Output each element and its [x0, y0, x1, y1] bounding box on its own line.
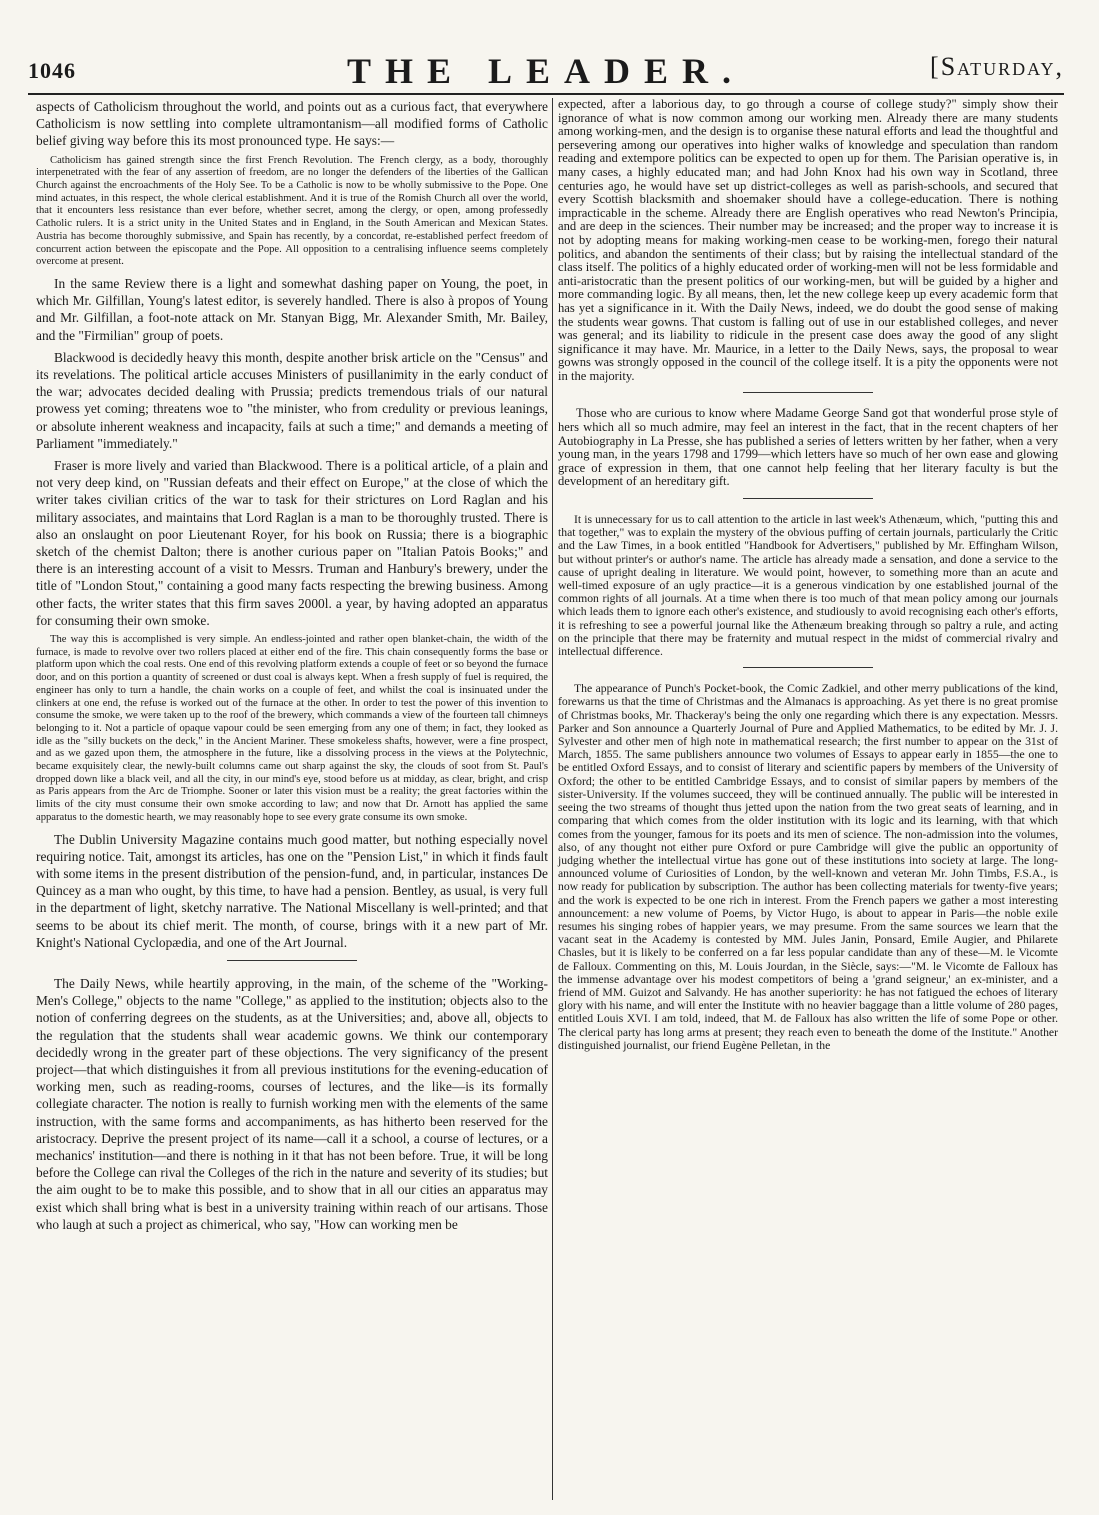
paragraph-working-men: expected, after a laborious day, to go through a course of college study?" simply show their ignorance of what is now common among our working men. Already there are many students among working-men, and the design is to organise these natural efforts and lead the thoughtful and persevering among our operatives into higher walks of knowledge and speculation than random reading and extempore politics can be expected to open up for them. The Parisian operative is, in many cases, a highly educated man; and had John Knox had his own way in Scotland, three centuries ago, he would have set up district-colleges as well as parish-schools, and secured that every Scottish blacksmith and shoemaker should have a college-education. There is nothing impracticable in the scheme. Already there are English operatives who read Newton's Principia, and are deep in the sciences. Their number may be increased; and the proper way to increase it is not by adopting means for making working-men cease to be working-men, forego their natural politics, and abandon the sentiments of their class; but by raising the intellectual standard of the class itself. The politics of a highly educated order of working-men will not be less formidable and anti-aristocratic than the present politics of our working-men, but will be guided by a higher and more commanding logic. By all means, then, let the new college keep up every academic form that has yet a significance in it. With the Daily News, indeed, we do doubt the good sense of making the students wear gowns. That custom is falling out of use in our established colleges, and never was general; and its liability to ridicule in the present case does away the good of any slight significance it may have. Mr. Maurice, in a letter to the Daily News, says, the proposal to wear gowns was strongly opposed in the council of the college itself. It is a pity the opponents were not in the majority. [558, 97, 1058, 383]
section-divider [227, 960, 357, 961]
section-divider [743, 667, 873, 668]
newspaper-title: THE LEADER. [346, 51, 746, 91]
section-divider [743, 498, 873, 499]
masthead-rule [28, 93, 1064, 95]
paragraph-athenaeum: It is unnecessary for us to call attention to the article in last week's Athenæum, which, "putting this and that together," was to explain the mystery of the obvious puffing of certain journals, particularly the Critic and the Law Times, in a book entitled "Handbook for Advertisers," published by Mr. Effingham Wilson, but without printer's or author's name. The article has already made a sensation, and done a service to the cause of upright dealing in literature. We would point, however, to something more than an acute and well-timed exposure of an ugly practice—it is a generous vindication by one established journal of the common rights of all journals. At a time when there is too much of that mean policy among our journals which leads them to ignore each other's existence, and studiously to avoid recognising each other's efforts, it is refreshing to see a powerful journal like the Athenæum breaking through so paltry a rule, and acting on the principle that there may be fraternity and mutual respect in the midst of commercial rivalry and intellectual difference. [558, 513, 1058, 659]
quote-brewery: The way this is accomplished is very simple. An endless-jointed and rather open blanket-chain, the width of the furnace, is made to revolve over two rollers placed at either end of the fire. This chain consequently forms the base or platform upon which the coal rests. One end of this revolving platform extends a couple of feet or so beyond the furnace door, and on this portion a quantity of screened or dust coal is always kept. When a fresh supply of fuel is required, the engineer has only to turn a handle, the chain works on a couple of feet, and whilst the coal is insinuated under the clinkers at one end, the refuse is worked out of the furnace at the other. In order to test the power of this invention to consume the smoke, we were taken up to the roof of the brewery, which commands a view of the fourteen tall chimneys belonging to it. Not a particle of opaque vapour could be seen emerging from any one of them; in fact, they looked as idle as the "silly buckets on the deck," in the Ancient Mariner. These smokeless shafts, however, were a fine prospect, and as we gazed upon them, the atmosphere in the future, like a dissolving process in the views at the Polytechnic, became exquisitely clear, the newly-built columns came out sharp against the sky, the clouds of soot from St. Paul's dropped down like a black veil, and all the city, in our mind's eye, stood before us at midday, as clear, bright, and crisp as Paris appears from the Arc de Triomphe. Sooner or later this vision must be a reality; the great factories within the limits of the city must consume their own smoke according to law; and now that Dr. Arnott has applied the same apparatus to the domestic hearth, we may reasonably hope to see every grate consume its own smoke. [36, 634, 548, 823]
paragraph-publications: The appearance of Punch's Pocket-book, the Comic Zadkiel, and other merry publications of the kind, forewarns us that the time of Christmas and the Almanacs is approaching. As yet there is no great promise of Christmas books, Mr. Thackeray's being the only one regarding which there is any expectation. Messrs. Parker and Son announce a Quarterly Journal of Pure and Applied Mathematics, to be edited by Mr. J. J. Sylvester and other men of high note in mathematical research; the first number to appear on the 31st of March, 1855. The same publishers announce two volumes of Essays to appear early in 1855—the one to be entitled Oxford Essays, and to consist of literary and scientific papers by members of the University of Oxford; the other to be entitled Cambridge Essays, and to consist of similar papers by members of the sister-University. If the volumes succeed, they will be continued annually. The public will be interested in seeing the two streams of thought thus jetted upon the nation from the two great seats of learning, and in comparing that which comes from the older institution with its logic and its learning, with that which comes from the younger, famous for its poets and its men of science. The non-admission into the volumes, also, of any thought not either pure Oxford or pure Cambridge will give the public an opportunity of judging whether the intellectual virtue has gone out of these institutions into society at large. The long-announced volume of Curiosities of London, by the well-known and veteran Mr. John Timbs, F.S.A., is now ready for publication by subscription. The author has been collecting materials for twenty-five years; and the work is expected to be one rich in interest. From the French papers we gather a most interesting announcement: a new volume of Poems, by Victor Hugo, is about to appear in Paris—the noble exile resumes his singing robes of happier years, we may presume. From the same sources we learn that the vacant seat in the Academy is contested by MM. Jules Janin, Ponsard, Emile Augier, and Philarete Chasles, but it is likely to be conferred on a far less popular candidate than any of these—M. le Vicomte de Falloux. Commenting on this, M. Louis Jourdan, in the Siècle, says:—"M. le Vicomte de Falloux has the immense advantage over his modest competitors of being a 'grand seigneur,' an ex-minister, and a friend of MM. Guizot and Salvandy. He has another superiority: he has not fatigued the echoes of literary glory with his name, and will enter the Institute with no heavier baggage than a little volume of 280 pages, entitled Louis XVI. I am told, indeed, that M. de Falloux has also written the life of some Pope or other. The clerical party has long arms at present; they reach even to beneath the dome of the Institute." Another distinguished journalist, our friend Eugène Pelletan, in the [558, 682, 1058, 1052]
paragraph-fraser: Fraser is more lively and varied than Blackwood. There is a political article, of a plain and not very deep kind, on "Russian defeats and their effect on Europe," at the close of which the writer takes civilian critics of the war to task for their strictures on Lord Raglan and his military associates, and maintains that Lord Raglan is a man to be thoroughly trusted. There is also an onslaught on poor Lieutenant Royer, for his book on Russia; there is a biographic sketch of the chemist Dalton; there is another curious paper on "Italian Patois Books;" and there is an interesting account of a visit to Messrs. Truman and Hanbury's brewery, under the title of "London Stout," containing a good many facts respecting the brewing business. Among other facts, the writer states that this firm saves 2000l. a year, by having adopted an apparatus for consuming their own smoke. [36, 457, 548, 628]
paragraph-catholicism: aspects of Catholicism throughout the world, and points out as a curious fact, that everywhere Catholicism is now settling into complete ultramontanism—all modified forms of Catholic belief giving way before this its most pronounced type. He says:— [36, 99, 548, 149]
paragraph-dublin-magazine: The Dublin University Magazine contains much good matter, but nothing especially novel requiring notice. Tait, amongst its articles, has one on the "Pension List," in which it finds fault with some items in the present distribution of the pension-fund, and, in particular, instances De Quincey as a man who ought, by this time, to have had a pension. Bentley, as usual, is very full in the department of light, sketchy narrative. The National Miscellany is well-printed; and that seems to be about its chief merit. The month, of course, brings with it a new part of Mr. Knight's National Cyclopædia, and one of the Art Journal. [36, 831, 548, 950]
paragraph-young: In the same Review there is a light and somewhat dashing paper on Young, the poet, in which Mr. Gilfillan, Young's latest editor, is severely handled. There is also à propos of Young and Mr. Gilfillan, a foot-note attack on Mr. Stanyan Bigg, Mr. Alexander Smith, Mr. Bailey, and the "Firmilian" group of poets. [36, 275, 548, 343]
paragraph-blackwood: Blackwood is decidedly heavy this month, despite another brisk article on the "Census" and its revelations. The political article accuses Ministers of pusillanimity in the early conduct of the war; advocates decided dealing with Prussia; predicts tremendous trials of our natural prowess yet coming; threatens woe to "the minister, who from credulity or previous leanings, or absolute inherent weakness and incapacity, fails at such a time;" and demands a meeting of Parliament "immediately." [36, 349, 548, 451]
quote-catholicism: Catholicism has gained strength since the first French Revolution. The French clergy, as a body, thoroughly interpenetrated with the fear of any assertion of freedom, are no longer the defenders of the liberties of the Gallican Church against the encroachments of the Holy See. To be a Catholic is now to be wholly submissive to the Pope. One mind actuates, in this respect, the whole clerical establishment. And it is true of the Romish Church all over the world, that it encounters less resistance than ever before, whether secret, among the clergy, or open, among professedly Catholic rulers. It is a strict unity in the United States and in England, in the South American and Mexican States. Austria has become thoroughly submissive, and Spain has recently, by a concordat, re-established perfect freedom of concurrent action between the episcopate and the Pope. All opposition to a centralising influence seems completely overcome at present. [36, 154, 548, 268]
paragraph-george-sand: Those who are curious to know where Madame George Sand got that wonderful prose style of hers which all so much admire, may feel an interest in the fact, that in the recent chapters of her Autobiography in La Presse, she has published a series of letters written by her father, when a very young man, in the years 1798 and 1799—which letters have so much of her own ease and glowing grace of expression in them, that one cannot help feeling that her literary faculty is but the development of an hereditary gift. [558, 406, 1058, 489]
issue-day: [Saturday, [930, 52, 1064, 81]
right-column [558, 98, 1058, 1057]
masthead [28, 40, 1064, 100]
page-number: 1046 [28, 58, 76, 83]
section-divider [743, 392, 873, 393]
left-column [36, 98, 548, 1238]
paragraph-daily-news: The Daily News, while heartily approving, in the main, of the scheme of the "Working-Men's College," objects to the name "College," as applied to the institution; objects also to the notion of conferring degrees on the students, as at the Universities; and, above all, objects to the regulation that the students shall wear academic gowns. We think our contemporary decidedly wrong in the greater part of these objections. The very significancy of the present project—that which distinguishes it from all previous institutions for the evening-education of working men, such as reading-rooms, courses of lectures, and the like—is its formally collegiate character. The notion is really to furnish working men with the elements of the same instruction, with the same forms and accompaniments, as has hitherto been reserved for the aristocracy. Deprive the present project of its name—call it a school, a course of lectures, or a mechanics' institution—and there is nothing in it that has not been before. True, it will be long before the College can rival the Colleges of the rich in the nature and severity of its studies; but the aim ought to be to make this possible, and to show that in all our cities an apparatus may exist which shall bring what is best in a university training within reach of our artisans. Those who laugh at such a project as chimerical, who say, "How can working men be [36, 975, 548, 1232]
column-divider [552, 98, 553, 1500]
